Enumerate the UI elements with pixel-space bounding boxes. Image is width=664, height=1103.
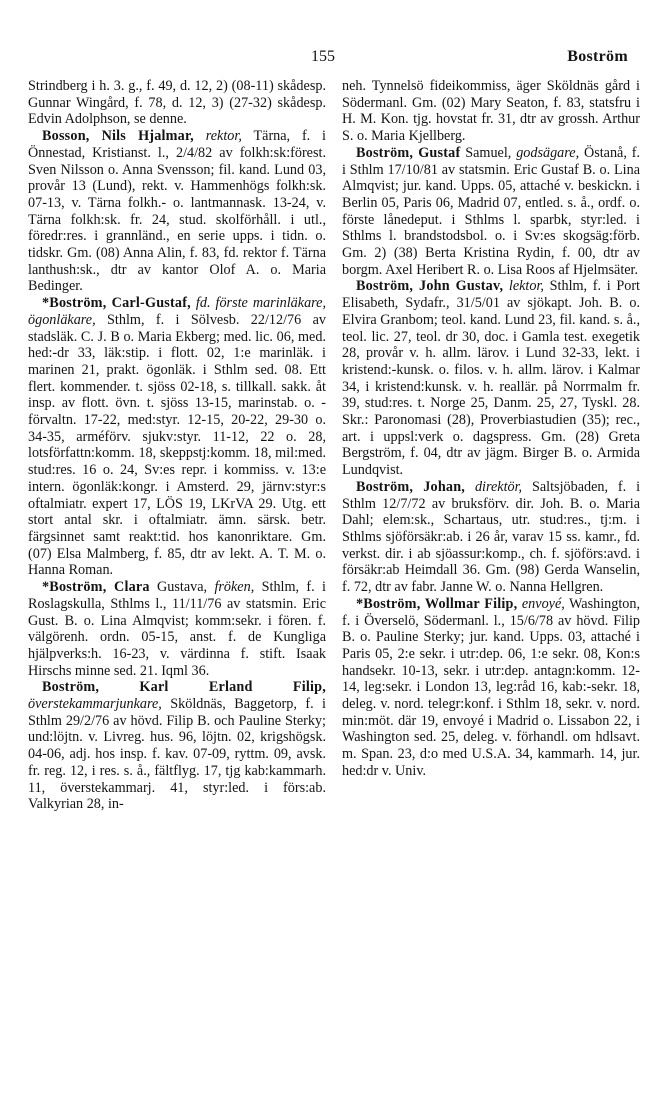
entry-headword: *Boström, Clara <box>42 579 150 596</box>
entry-given-names: Samuel, <box>465 144 512 161</box>
entry-headword: Boström, Johan, <box>356 478 466 495</box>
entry-occupation: godsägare, <box>516 144 580 161</box>
entry-occupation: lektor, <box>508 278 544 295</box>
entry-text: Strindberg i h. 3. g., f. 49, d. 12, 2) (08-11) skådesp. Gunnar Wingård, f. 78, d. 12, 3) (27-32) skådesp. Edvin Adolphson, se denne. <box>28 78 326 128</box>
entry-text: Sthlm, f. i Port Elisabeth, Sydafr., 31/5/01 av sjökapt. Joh. B. o. Elvira Granbom; teol. kand. Lund 23, fil. kand. s. å., teol. lic. 27, teol. dr 30, doc. i Gamla test. exegetik 28, provår v. h. allm. lärov. i Lund 32-33, lekt. i kristend:-kunsk. o. filos. v. h. allm. lärov. i Kalmar 34, i kristend:kunsk. v. h. reallär. på Norrmalm fr. 39, stud:res. t. Norge 25, Danm. 25, 27, Tyskl. 28. Skr.: Paronomasi (28), Proverbiastudien (35); rec., art. i uppsl:verk o. dagspress. Gm. (28) Greta Bergström, f. 04, dtr av jägm. Birger B. o. Armida Lundqvist. <box>342 278 640 479</box>
entry-text: Saltsjöbaden, f. i Sthlm 12/7/72 av bruksförv. dir. Joh. B. o. Maria Dahl; elem:sk., Schartaus, utr. stud:res., tj:m. i Sthlms sjöförsäkr:ab. i 26 år, varav 15 ss. kamr., fd. verkst. dir. i ab sjöassur:komp., ch. f. sjöförs:avd. i försäkr:ab Heimdall 36. Gm. (98) Gerda Wanselin, f. 72, dtr av fabr. Janne W. o. Nanna Hellgren. <box>342 478 641 596</box>
page-header <box>0 48 664 70</box>
entry-headword: Boström, Karl Erland Filip, <box>42 679 326 696</box>
entry-bostrom-clara <box>28 579 326 679</box>
entry-text: Sthlm, f. i Sölvesb. 22/12/76 av stadsläk. C. J. B o. Maria Ekberg; med. lic. 06, med. hed:-dr 33, läk:stip. i flott. 02, 1:e marinläk. i marinen 21, prakt. ögonläk. i Sthlm sed. 08. Ett flert. kommendеr. t. sjöss 02-18, s. tillkall. sakk. åt insp. av flott. övn. t. sjöss 13-15, marinstab. o. -förvaltn. 17-22, med:styr. 12-15, 20-22, 29-30 o. 34-35, arméförv. sjukv:styr. 11-12, 22 o. 28, lotsförfattn:komm. 18, skeppstj:komm. 18, mil:med. stud:res. 16 o. 24, Sv:es repr. i kommiss. v. 13:e intern. ögonläk:kongr. i Amsterd. 29, järnv:styr:s oftalmiatr. expert 17, LÖS 19, LKrVA 29. Utg. ett stort antal skr. i oftalmiatr. ämn. särsk. betr. färgsinnet samt reakt:tid. hos kanonriktare. Gm. (07) Elsa Malmberg, f. 85, dtr av lekt. A. T. M. o. Hanna Roman. <box>28 311 326 579</box>
entry-text: Washington, f. i Överselö, Södermanl. l., 15/6/78 av hövd. Filip B. o. Pauline Sterky; jur. kand. Upps. 03, attaché i Paris 05, 2:e sekr. i utr:dep. 06, 1:e sekr. 08, Kon:s handsekr. 10-13, sekr. i utr:dep. antagn:komm. 12-14, leg:sekr. i London 13, leg:råd 16, kab:-sekr. 18, deleg. v. nord. telegr:konf. i Sthlm 18, sekr. v. nord. min:möt. där 19, envoyé i Madrid o. Lissabon 22, i Washington sed. 25, deleg. v. förhandl. om hdlsavt. m. Span. 23, d:o med U.S.A. 34, kammarh. 14, jur. hed:dr v. Univ. <box>342 595 640 779</box>
entry-text: neh. Tynnelsö fideikommiss, äger Sköldnäs gård i Södermanl. Gm. (02) Mary Seaton, f. 83, statsfru i H. M. Kon. tjg. hovstat fr. 31, dtr av grossh. Arthur S. o. Maria Kjellberg. <box>342 78 640 145</box>
entry-occupation: fd. förste marinläkare, ögonläkare, <box>28 295 326 328</box>
entry-headword: Boström, Gustaf <box>356 144 461 161</box>
entry-bostrom-carl-gustaf <box>28 295 326 579</box>
entry-headword: Bosson, Nils Hjalmar, <box>42 128 194 145</box>
entry-text: Tärna, f. i Önnestad, Kristianst. l., 2/4/82 av folkh:sk:förest. Sven Nilsson o. Anna Svensson; fil. kand. Lund 03, provår 13 (Lund), rekt. v. Hammenhögs folkh:sk. 07-13, v. Tärna folkh.- o. lantmannask. 13-24, v. Tärna folkh:sk. fr. 24, stud. skolförhåll. i utl., föredr:res. i grannländ., en serie upps. i tidn. o. tidskr. Gm. (08) Anna Alin, f. 83, fd. rektor f. Tärna lanthush:sk., dtr av kantor Olof A. o. Maria Bedinger. <box>28 128 326 295</box>
right-column <box>342 78 640 780</box>
entry-bostrom-karl-erland <box>28 679 326 813</box>
entry-bostrom-john-gustav <box>342 278 640 478</box>
entry-occupation: direktör, <box>474 478 523 495</box>
entry-continuation <box>342 78 640 145</box>
entry-headword: *Boström, Carl-Gustaf, <box>42 295 191 312</box>
entry-occupation: fröken, <box>214 579 255 596</box>
entry-headword: Boström, John Gustav, <box>356 278 504 295</box>
page-number: 155 <box>311 48 335 65</box>
entry-bostrom-johan <box>342 479 640 596</box>
entry-given-names: Gustava, <box>157 579 208 596</box>
entry-headword: *Boström, Wollmar Filip, <box>356 595 518 612</box>
entry-bosson-nils-hjalmar <box>28 128 326 295</box>
entry-bostrom-wollmar-filip <box>342 596 640 780</box>
entry-bostrom-gustaf <box>342 145 640 279</box>
entry-text: Sthlm, f. i Roslagskulla, Sthlms l., 11/11/76 av statsmin. Eric Gust. B. o. Lina Almqvist; komm:sekr. i fören. f. välgörenh. ordn. 05-15, anst. f. de Kungliga hjälpverks:h. 16-23, v. värdinna f. stift. Isaak Hirschs minne sed. 21. Iqml 36. <box>28 579 326 679</box>
entry-occupation: överstekammarjunkare, <box>28 696 162 713</box>
entry-occupation: rektor, <box>205 128 242 145</box>
entry-text: Östanå, f. i Sthlm 17/10/81 av statsmin. Eric Gustaf B. o. Lina Almqvist; jur. kand. Upps. 05, attaché v. beskickn. i Berlin 05, Paris 06, Madrid 07, entled. s. å., ordf. o. förste lånedeput. i Sthlms l. sparbk, styr:led. i Sthlms l. brandstodsbol. o. i Sv:es skogsäg:förb. Gm. 2) (38) Berta Kristina Rydin, f. 00, dtr av borgm. Axel Heribert R. o. Lisa Roos af Hjelmsäter. <box>342 144 641 278</box>
running-head: Boström <box>567 48 628 65</box>
entry-continuation <box>28 78 326 128</box>
entry-text: Sköldnäs, Baggetorp, f. i Sthlm 29/2/76 av hövd. Filip B. och Pauline Sterky; und:löjtn. v. Livreg. hus. 96, löjtn. 02, krigshögsk. 04-06, adj. hos insp. f. kav. 07-09, ryttm. 09, avsk. fr. reg. 12, i res. s. å., fältflyg. 17, tjg kab:kammarh. 11, överstekammarj. 41, styr:led. i förs:ab. Valkyrian 28, in- <box>28 696 326 813</box>
left-column <box>28 78 326 813</box>
entry-occupation: envoyé, <box>521 595 565 612</box>
